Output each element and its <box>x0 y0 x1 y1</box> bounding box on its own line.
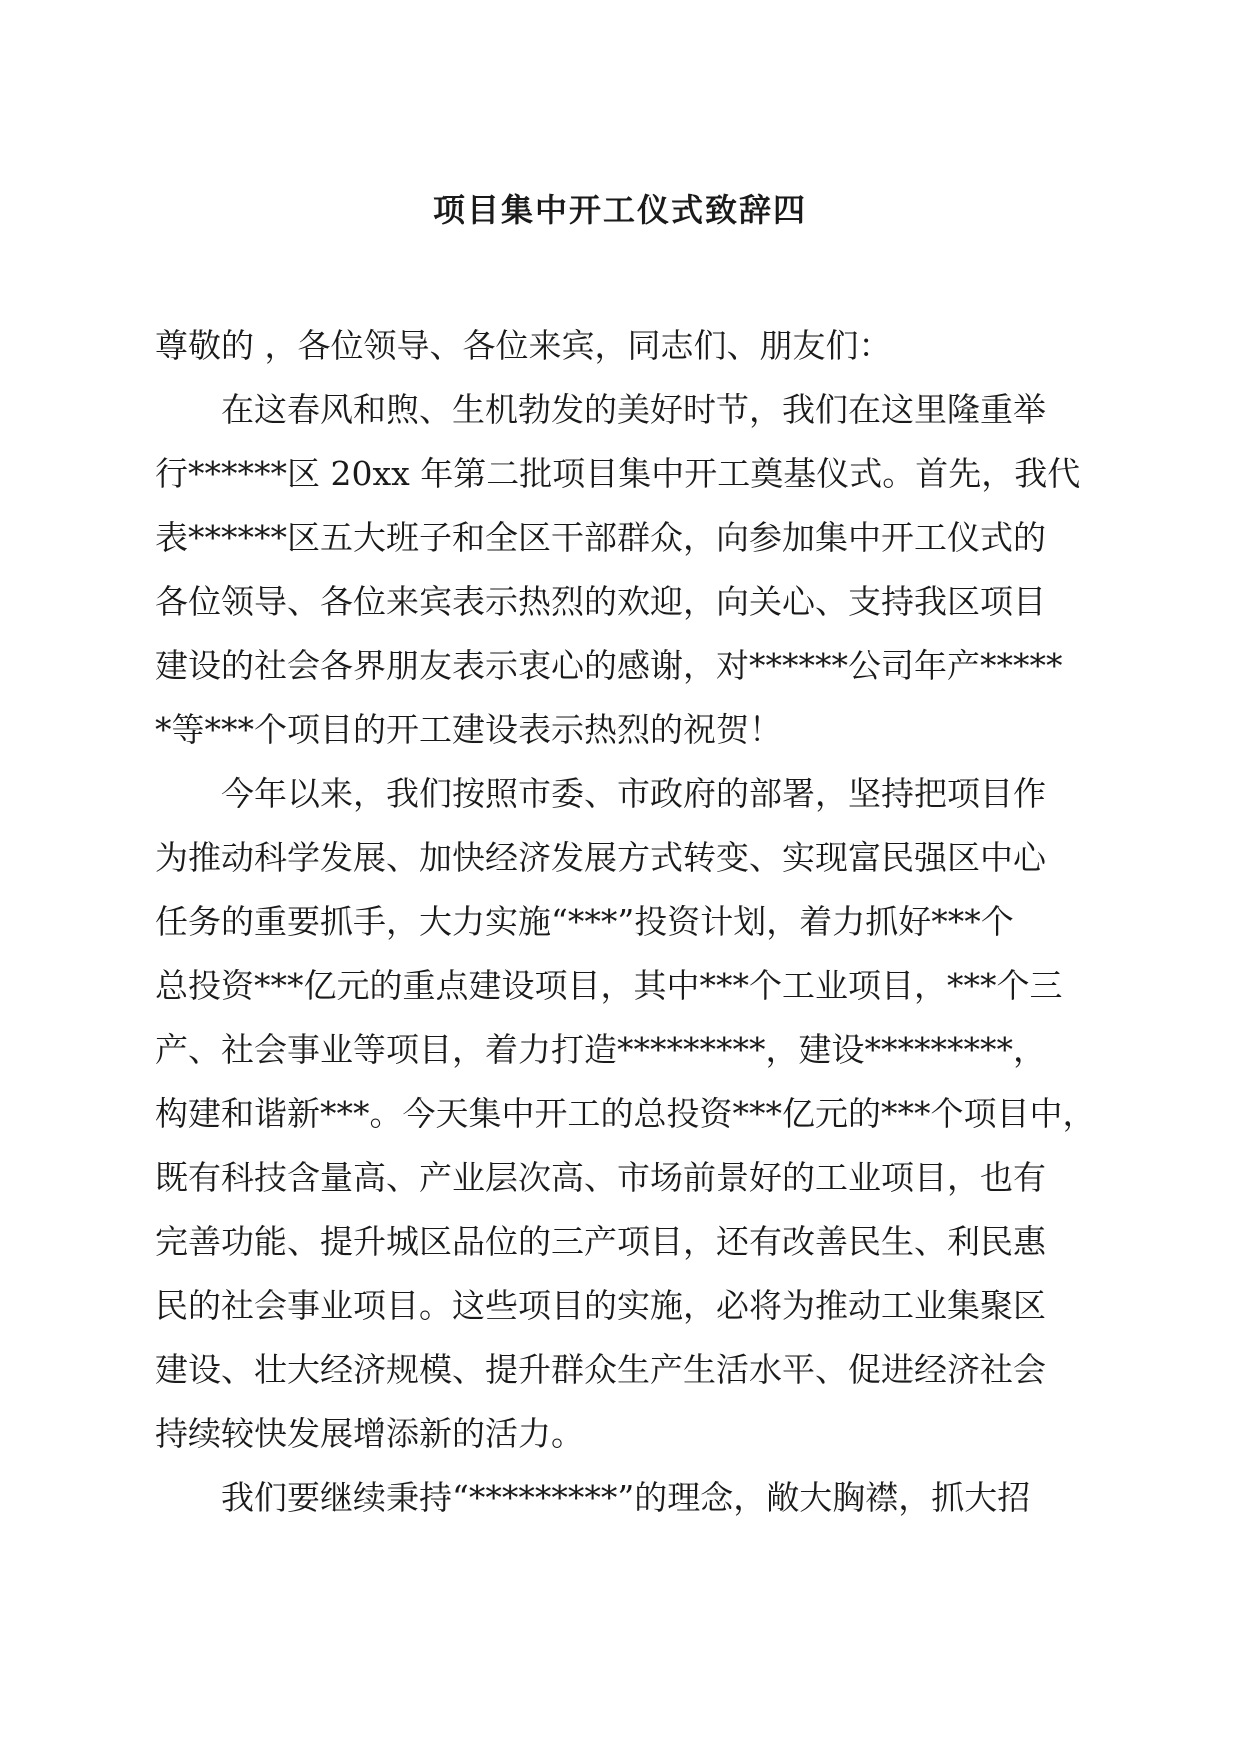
body-line: 产、社会事业等项目，着力打造*********，建设*********， <box>155 1030 1046 1069</box>
body-line: 民的社会事业项目。这些项目的实施，必将为推动工业集聚区 <box>155 1286 1046 1325</box>
body-line: 总投资***亿元的重点建设项目，其中***个工业项目，***个三 <box>155 966 1063 1005</box>
body-line: 我们要继续秉持“*********”的理念，敞大胸襟，抓大招 <box>221 1478 1031 1517</box>
body-line: 尊敬的 ，各位领导、各位来宾，同志们、朋友们： <box>155 326 892 365</box>
body-line: 既有科技含量高、产业层次高、市场前景好的工业项目，也有 <box>155 1158 1046 1197</box>
body-line: 为推动科学发展、加快经济发展方式转变、实现富民强区中心 <box>155 838 1046 877</box>
body-line: 持续较快发展增添新的活力。 <box>155 1414 584 1453</box>
body-line: 在这春风和煦、生机勃发的美好时节，我们在这里隆重举 <box>221 390 1046 429</box>
document-body <box>155 314 1096 1530</box>
body-line: *等***个项目的开工建设表示热烈的祝贺！ <box>155 710 782 749</box>
body-line: 任务的重要抓手，大力实施“***”投资计划，着力抓好***个 <box>155 902 1014 941</box>
body-line: 行******区 20xx 年第二批项目集中开工奠基仪式。首先，我代 <box>155 454 1081 493</box>
body-line: 建设的社会各界朋友表示衷心的感谢，对******公司年产***** <box>155 646 1063 685</box>
body-line: 构建和谐新***。今天集中开工的总投资***亿元的***个项目中， <box>155 1094 1096 1133</box>
document-title: 项目集中开工仪式致辞四 <box>432 191 807 229</box>
body-line: 建设、壮大经济规模、提升群众生产生活水平、促进经济社会 <box>155 1350 1046 1389</box>
body-line: 今年以来，我们按照市委、市政府的部署，坚持把项目作 <box>221 774 1046 813</box>
body-line: 完善功能、提升城区品位的三产项目，还有改善民生、利民惠 <box>155 1222 1046 1261</box>
body-line: 各位领导、各位来宾表示热烈的欢迎，向关心、支持我区项目 <box>155 582 1046 621</box>
body-line: 表******区五大班子和全区干部群众，向参加集中开工仪式的 <box>155 518 1046 557</box>
